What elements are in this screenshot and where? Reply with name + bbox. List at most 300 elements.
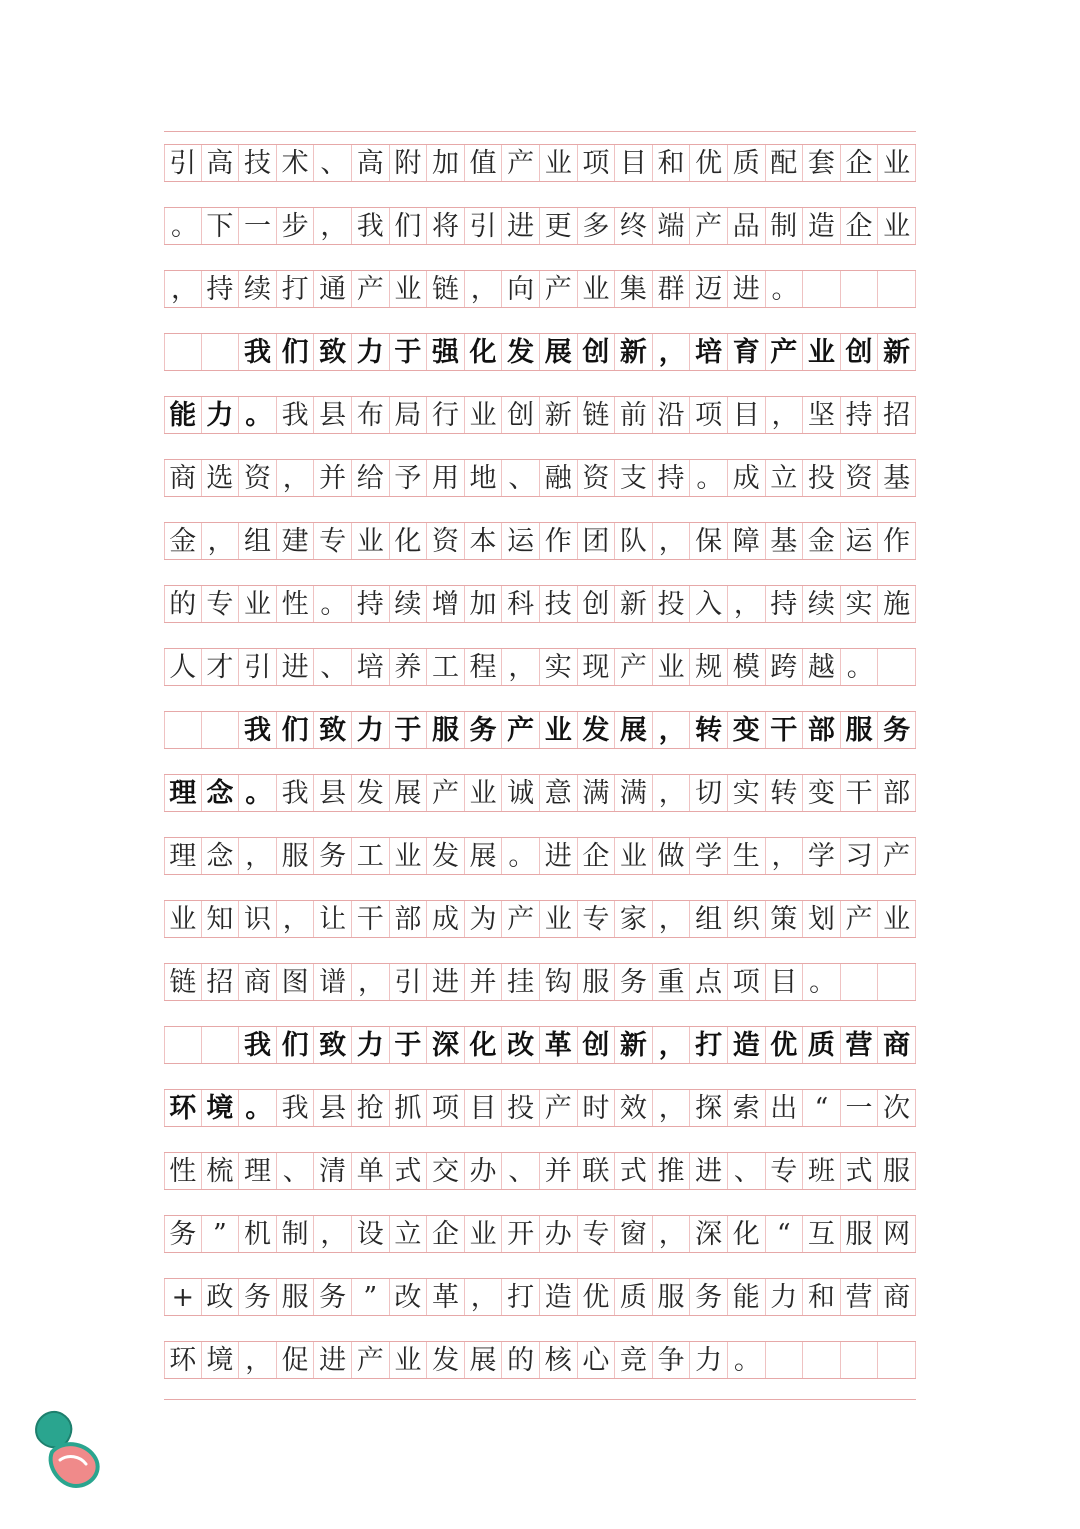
grid-cell: 抢 bbox=[352, 1090, 390, 1126]
grid-cell: 端 bbox=[653, 208, 691, 244]
grid-cell: 部 bbox=[390, 901, 428, 937]
grid-cell: 竞 bbox=[615, 1342, 653, 1378]
grid-cell: 障 bbox=[728, 523, 766, 559]
grid-cell: 优 bbox=[578, 1279, 616, 1315]
grid-cell: 套 bbox=[803, 145, 841, 181]
grid-cell: 改 bbox=[502, 1027, 540, 1063]
grid-cell: 值 bbox=[465, 145, 503, 181]
grid-cell: 施 bbox=[878, 586, 916, 622]
grid-cell: 一 bbox=[841, 1090, 879, 1126]
grid-cell: 抓 bbox=[390, 1090, 428, 1126]
grid-cell: 、 bbox=[728, 1153, 766, 1189]
grid-cell: 服 bbox=[578, 964, 616, 1000]
grid-cell: 造 bbox=[728, 1027, 766, 1063]
grid-cell: 目 bbox=[728, 397, 766, 433]
grid-cell: 营 bbox=[841, 1279, 879, 1315]
grid-cell: 新 bbox=[878, 334, 916, 370]
grid-cell: 干 bbox=[352, 901, 390, 937]
grid-cell: 立 bbox=[390, 1216, 428, 1252]
grid-cell: 发 bbox=[427, 838, 465, 874]
grid-cell: 念 bbox=[202, 775, 240, 811]
grid-cell: 下 bbox=[202, 208, 240, 244]
grid-cell: 次 bbox=[878, 1090, 916, 1126]
grid-cell: 学 bbox=[803, 838, 841, 874]
grid-cell: 干 bbox=[766, 712, 804, 748]
grid-cell: 融 bbox=[540, 460, 578, 496]
grid-cell: 给 bbox=[352, 460, 390, 496]
grid-row bbox=[164, 585, 916, 623]
grid-cell: 新 bbox=[540, 397, 578, 433]
grid-cell: 机 bbox=[239, 1216, 277, 1252]
grid-cell: 办 bbox=[540, 1216, 578, 1252]
grid-cell: 们 bbox=[277, 334, 315, 370]
grid-cell: 投 bbox=[803, 460, 841, 496]
grid-cell: 立 bbox=[766, 460, 804, 496]
grid-cell: 工 bbox=[352, 838, 390, 874]
grid-cell: 变 bbox=[728, 712, 766, 748]
grid-cell: 家 bbox=[615, 901, 653, 937]
grid-cell: 做 bbox=[653, 838, 691, 874]
grid-cell: 深 bbox=[690, 1216, 728, 1252]
grid-cell: 保 bbox=[690, 523, 728, 559]
grid-cell: 变 bbox=[803, 775, 841, 811]
grid-cell: ， bbox=[653, 1216, 691, 1252]
grid-cell: 进 bbox=[728, 271, 766, 307]
grid-cell: 续 bbox=[239, 271, 277, 307]
grid-cell: ， bbox=[202, 523, 240, 559]
grid-cell: 式 bbox=[390, 1153, 428, 1189]
grid-cell: 革 bbox=[540, 1027, 578, 1063]
grid-cell: 造 bbox=[803, 208, 841, 244]
grid-cell: 企 bbox=[841, 145, 879, 181]
grid-cell: 力 bbox=[352, 712, 390, 748]
grid-cell: 专 bbox=[314, 523, 352, 559]
grid-cell: 织 bbox=[728, 901, 766, 937]
grid-cell: 诚 bbox=[502, 775, 540, 811]
grid-cell: 力 bbox=[352, 1027, 390, 1063]
grid-cell: 产 bbox=[615, 649, 653, 685]
grid-cell: 展 bbox=[390, 775, 428, 811]
grid-cell: 引 bbox=[390, 964, 428, 1000]
grid-cell: 出 bbox=[766, 1090, 804, 1126]
grid-cell: 服 bbox=[277, 1279, 315, 1315]
grid-cell: 产 bbox=[878, 838, 916, 874]
grid-cell: 打 bbox=[277, 271, 315, 307]
grid-cell: 商 bbox=[878, 1279, 916, 1315]
grid-cell: 迈 bbox=[690, 271, 728, 307]
grid-cell: 业 bbox=[878, 208, 916, 244]
grid-cell: 互 bbox=[803, 1216, 841, 1252]
grid-row bbox=[164, 333, 916, 371]
grid-cell: 单 bbox=[352, 1153, 390, 1189]
grid-cell: 发 bbox=[578, 712, 616, 748]
grid-cell: 更 bbox=[540, 208, 578, 244]
grid-cell: 持 bbox=[202, 271, 240, 307]
grid-cell: 展 bbox=[615, 712, 653, 748]
grid-cell: 招 bbox=[202, 964, 240, 1000]
grid-cell: 化 bbox=[465, 1027, 503, 1063]
grid-cell: 知 bbox=[202, 901, 240, 937]
grid-cell: 作 bbox=[878, 523, 916, 559]
grid-cell: 业 bbox=[390, 271, 428, 307]
grid-cell: 窗 bbox=[615, 1216, 653, 1252]
grid-cell: “ bbox=[766, 1216, 804, 1252]
grid-cell: 一 bbox=[239, 208, 277, 244]
grid-cell: 用 bbox=[427, 460, 465, 496]
grid-row bbox=[164, 144, 916, 182]
grid-cell: 高 bbox=[202, 145, 240, 181]
grid-cell: 运 bbox=[841, 523, 879, 559]
grid-cell bbox=[803, 1342, 841, 1378]
grid-cell bbox=[766, 1342, 804, 1378]
grid-cell: 并 bbox=[465, 964, 503, 1000]
grid-cell: 创 bbox=[502, 397, 540, 433]
grid-cell: 我 bbox=[277, 775, 315, 811]
grid-cell: 项 bbox=[728, 964, 766, 1000]
grid-cell: 资 bbox=[427, 523, 465, 559]
grid-cell: 营 bbox=[841, 1027, 879, 1063]
grid-cell: 术 bbox=[277, 145, 315, 181]
grid-cell: ， bbox=[277, 460, 315, 496]
grid-cell: 基 bbox=[878, 460, 916, 496]
grid-cell: 地 bbox=[465, 460, 503, 496]
grid-cell: 布 bbox=[352, 397, 390, 433]
grid-cell: 业 bbox=[615, 838, 653, 874]
grid-cell: 实 bbox=[841, 586, 879, 622]
grid-cell: 核 bbox=[540, 1342, 578, 1378]
grid-cell: 链 bbox=[164, 964, 202, 1000]
grid-cell: 程 bbox=[465, 649, 503, 685]
grid-cell: 业 bbox=[239, 586, 277, 622]
grid-cell: 化 bbox=[465, 334, 503, 370]
grid-cell: 技 bbox=[540, 586, 578, 622]
grid-cell: 、 bbox=[502, 460, 540, 496]
grid-cell: 组 bbox=[239, 523, 277, 559]
grid-cell: 产 bbox=[540, 271, 578, 307]
grid-cell: 项 bbox=[578, 145, 616, 181]
grid-cell: 改 bbox=[390, 1279, 428, 1315]
grid-cell: 产 bbox=[540, 1090, 578, 1126]
grid-cell: 我 bbox=[239, 334, 277, 370]
grid-cell: 发 bbox=[352, 775, 390, 811]
grid-cell: 、 bbox=[277, 1153, 315, 1189]
grid-cell bbox=[202, 712, 240, 748]
grid-cell: 、 bbox=[314, 649, 352, 685]
grid-cell: 展 bbox=[465, 1342, 503, 1378]
grid-cell: 业 bbox=[540, 712, 578, 748]
grid-cell: 科 bbox=[502, 586, 540, 622]
grid-cell: 企 bbox=[427, 1216, 465, 1252]
grid-cell: 通 bbox=[314, 271, 352, 307]
grid-cell: + bbox=[164, 1279, 202, 1315]
grid-cell: 优 bbox=[690, 145, 728, 181]
grid-cell: 学 bbox=[690, 838, 728, 874]
grid-cell: 意 bbox=[540, 775, 578, 811]
grid-cell: 并 bbox=[540, 1153, 578, 1189]
grid-cell: 转 bbox=[690, 712, 728, 748]
grid-cell: 开 bbox=[502, 1216, 540, 1252]
grid-cell: 我 bbox=[277, 1090, 315, 1126]
grid-cell: 加 bbox=[465, 586, 503, 622]
grid-cell: 环 bbox=[164, 1090, 202, 1126]
grid-cell: 务 bbox=[239, 1279, 277, 1315]
grid-cell: 。 bbox=[728, 1342, 766, 1378]
grid-cell: 前 bbox=[615, 397, 653, 433]
grid-row bbox=[164, 1089, 916, 1127]
grid-cell: 梳 bbox=[202, 1153, 240, 1189]
grid-cell: 我 bbox=[352, 208, 390, 244]
grid-cell: 技 bbox=[239, 145, 277, 181]
grid-cell: 强 bbox=[427, 334, 465, 370]
grid-cell: 高 bbox=[352, 145, 390, 181]
grid-cell: 图 bbox=[277, 964, 315, 1000]
grid-cell: 入 bbox=[690, 586, 728, 622]
grid-cell: ， bbox=[502, 649, 540, 685]
grid-cell: 才 bbox=[202, 649, 240, 685]
grid-cell: 致 bbox=[314, 1027, 352, 1063]
grid-cell: 进 bbox=[690, 1153, 728, 1189]
grid-cell: ， bbox=[164, 271, 202, 307]
grid-cell: 致 bbox=[314, 334, 352, 370]
grid-cell: 新 bbox=[615, 334, 653, 370]
grid-cell: 务 bbox=[164, 1216, 202, 1252]
grid-cell: 进 bbox=[427, 964, 465, 1000]
grid-cell: 持 bbox=[766, 586, 804, 622]
grid-cell: 并 bbox=[314, 460, 352, 496]
grid-cell: 革 bbox=[427, 1279, 465, 1315]
grid-cell: 式 bbox=[615, 1153, 653, 1189]
grid-row bbox=[164, 711, 916, 749]
grid-cell: 和 bbox=[803, 1279, 841, 1315]
grid-cell bbox=[841, 964, 879, 1000]
grid-cell: ， bbox=[653, 1090, 691, 1126]
grid-cell: 、 bbox=[314, 145, 352, 181]
grid-row bbox=[164, 207, 916, 245]
grid-cell: 境 bbox=[202, 1342, 240, 1378]
grid-cell: 予 bbox=[390, 460, 428, 496]
grid-cell: ， bbox=[728, 586, 766, 622]
grid-cell: 专 bbox=[578, 1216, 616, 1252]
grid-cell: 业 bbox=[540, 901, 578, 937]
grid-cell: 。 bbox=[239, 775, 277, 811]
grid-cell: 产 bbox=[766, 334, 804, 370]
grid-cell: 满 bbox=[615, 775, 653, 811]
grid-cell: 于 bbox=[390, 334, 428, 370]
grid-cell: ， bbox=[653, 1027, 691, 1063]
grid-cell: 规 bbox=[690, 649, 728, 685]
grid-cell: 引 bbox=[239, 649, 277, 685]
grid-row bbox=[164, 396, 916, 434]
grid-cell: 化 bbox=[390, 523, 428, 559]
brush-logo-icon bbox=[28, 1400, 108, 1496]
grid-cell: 业 bbox=[465, 775, 503, 811]
grid-cell: 探 bbox=[690, 1090, 728, 1126]
grid-cell: 业 bbox=[653, 649, 691, 685]
grid-cell: 质 bbox=[728, 145, 766, 181]
grid-cell: 促 bbox=[277, 1342, 315, 1378]
grid-cell: 业 bbox=[390, 838, 428, 874]
grid-cell: 推 bbox=[653, 1153, 691, 1189]
grid-cell bbox=[164, 334, 202, 370]
grid-cell: 质 bbox=[803, 1027, 841, 1063]
grid-cell: 养 bbox=[390, 649, 428, 685]
grid-cell: 产 bbox=[502, 145, 540, 181]
grid-cell: 班 bbox=[803, 1153, 841, 1189]
grid-cell: 终 bbox=[615, 208, 653, 244]
grid-cell: 打 bbox=[690, 1027, 728, 1063]
grid-cell: 理 bbox=[164, 775, 202, 811]
grid-cell: 组 bbox=[690, 901, 728, 937]
grid-cell: 部 bbox=[878, 775, 916, 811]
grid-cell: 质 bbox=[615, 1279, 653, 1315]
grid-row bbox=[164, 270, 916, 308]
grid-cell: ， bbox=[653, 334, 691, 370]
grid-cell: 作 bbox=[540, 523, 578, 559]
grid-cell: 发 bbox=[427, 1342, 465, 1378]
grid-cell: 新 bbox=[615, 1027, 653, 1063]
grid-cell: 支 bbox=[615, 460, 653, 496]
grid-cell: 深 bbox=[427, 1027, 465, 1063]
grid-cell: 将 bbox=[427, 208, 465, 244]
grid-cell: 性 bbox=[277, 586, 315, 622]
grid-cell: 招 bbox=[878, 397, 916, 433]
grid-cell: 。 bbox=[239, 1090, 277, 1126]
grid-cell: 产 bbox=[502, 712, 540, 748]
grid-cell: 为 bbox=[465, 901, 503, 937]
grid-cell: 制 bbox=[277, 1216, 315, 1252]
grid-cell: ， bbox=[314, 208, 352, 244]
grid-cell: 点 bbox=[690, 964, 728, 1000]
grid-row bbox=[164, 1341, 916, 1379]
grid-cell: 链 bbox=[578, 397, 616, 433]
grid-cell: 创 bbox=[578, 334, 616, 370]
grid-cell: 商 bbox=[878, 1027, 916, 1063]
grid-cell: 服 bbox=[878, 1153, 916, 1189]
grid-cell: 办 bbox=[465, 1153, 503, 1189]
grid-cell: 行 bbox=[427, 397, 465, 433]
grid-cell: 务 bbox=[615, 964, 653, 1000]
grid-cell: 业 bbox=[164, 901, 202, 937]
grid-row bbox=[164, 774, 916, 812]
grid-cell: 局 bbox=[390, 397, 428, 433]
grid-cell: ， bbox=[766, 397, 804, 433]
grid-cell: 理 bbox=[164, 838, 202, 874]
grid-cell: 钩 bbox=[540, 964, 578, 1000]
grid-cell: 县 bbox=[314, 397, 352, 433]
grid-cell: 越 bbox=[803, 649, 841, 685]
grid-row bbox=[164, 900, 916, 938]
grid-cell: ， bbox=[766, 838, 804, 874]
grid-cell: 新 bbox=[615, 586, 653, 622]
grid-cell: 。 bbox=[766, 271, 804, 307]
grid-cell: 实 bbox=[728, 775, 766, 811]
grid-cell bbox=[164, 712, 202, 748]
grid-cell: 时 bbox=[578, 1090, 616, 1126]
grid-cell: 能 bbox=[164, 397, 202, 433]
grid-cell: 划 bbox=[803, 901, 841, 937]
grid-cell bbox=[164, 1027, 202, 1063]
grid-cell bbox=[878, 271, 916, 307]
grid-cell: 产 bbox=[427, 775, 465, 811]
grid-cell: 集 bbox=[615, 271, 653, 307]
grid-cell: 多 bbox=[578, 208, 616, 244]
grid-cell: 续 bbox=[803, 586, 841, 622]
grid-cell: 商 bbox=[239, 964, 277, 1000]
grid-cell: 续 bbox=[390, 586, 428, 622]
grid-cell: 项 bbox=[690, 397, 728, 433]
grid-cell: 产 bbox=[502, 901, 540, 937]
grid-cell: 附 bbox=[390, 145, 428, 181]
grid-cell: 式 bbox=[841, 1153, 879, 1189]
grid-cell: ， bbox=[314, 1216, 352, 1252]
grid-cell: 谱 bbox=[314, 964, 352, 1000]
grid-cell: ， bbox=[653, 901, 691, 937]
grid-cell: 于 bbox=[390, 712, 428, 748]
grid-cell: 。 bbox=[803, 964, 841, 1000]
grid-cell: 造 bbox=[540, 1279, 578, 1315]
grid-cell: 进 bbox=[314, 1342, 352, 1378]
grid-cell: ， bbox=[239, 838, 277, 874]
grid-cell bbox=[202, 334, 240, 370]
grid-cell: 的 bbox=[502, 1342, 540, 1378]
grid-cell: 坚 bbox=[803, 397, 841, 433]
grid-cell: 于 bbox=[390, 1027, 428, 1063]
grid-cell: 持 bbox=[653, 460, 691, 496]
grid-cell: 持 bbox=[352, 586, 390, 622]
grid-cell: 业 bbox=[465, 397, 503, 433]
grid-cell: 加 bbox=[427, 145, 465, 181]
grid-cell: 们 bbox=[277, 1027, 315, 1063]
grid-cell: 创 bbox=[578, 1027, 616, 1063]
grid-cell: 企 bbox=[578, 838, 616, 874]
grid-cell: 投 bbox=[502, 1090, 540, 1126]
grid-cell: 我 bbox=[239, 712, 277, 748]
grid-cell: 培 bbox=[352, 649, 390, 685]
grid-cell: 服 bbox=[841, 712, 879, 748]
writing-grid-sheet bbox=[164, 131, 916, 1400]
grid-cell: ， bbox=[465, 271, 503, 307]
grid-cell: 干 bbox=[841, 775, 879, 811]
grid-cell bbox=[841, 271, 879, 307]
grid-cell: ， bbox=[465, 1279, 503, 1315]
grid-cell: 引 bbox=[465, 208, 503, 244]
grid-cell: 理 bbox=[239, 1153, 277, 1189]
grid-cell: 成 bbox=[728, 460, 766, 496]
grid-row bbox=[164, 522, 916, 560]
grid-cell: 人 bbox=[164, 649, 202, 685]
grid-cell: 。 bbox=[841, 649, 879, 685]
grid-cell: 让 bbox=[314, 901, 352, 937]
grid-cell: 务 bbox=[314, 1279, 352, 1315]
grid-cell: 务 bbox=[690, 1279, 728, 1315]
grid-cell: 商 bbox=[164, 460, 202, 496]
grid-cell: 网 bbox=[878, 1216, 916, 1252]
grid-cell: 们 bbox=[390, 208, 428, 244]
grid-cell: 力 bbox=[352, 334, 390, 370]
grid-cell: 持 bbox=[841, 397, 879, 433]
grid-cell: 进 bbox=[540, 838, 578, 874]
grid-cell: 服 bbox=[653, 1279, 691, 1315]
grid-cell: 。 bbox=[502, 838, 540, 874]
grid-cell: 产 bbox=[841, 901, 879, 937]
grid-cell: 金 bbox=[164, 523, 202, 559]
grid-cell: 联 bbox=[578, 1153, 616, 1189]
grid-cell: 业 bbox=[465, 1216, 503, 1252]
grid-cell: ， bbox=[352, 964, 390, 1000]
grid-row bbox=[164, 1026, 916, 1064]
grid-cell: 优 bbox=[766, 1027, 804, 1063]
grid-cell: 化 bbox=[728, 1216, 766, 1252]
